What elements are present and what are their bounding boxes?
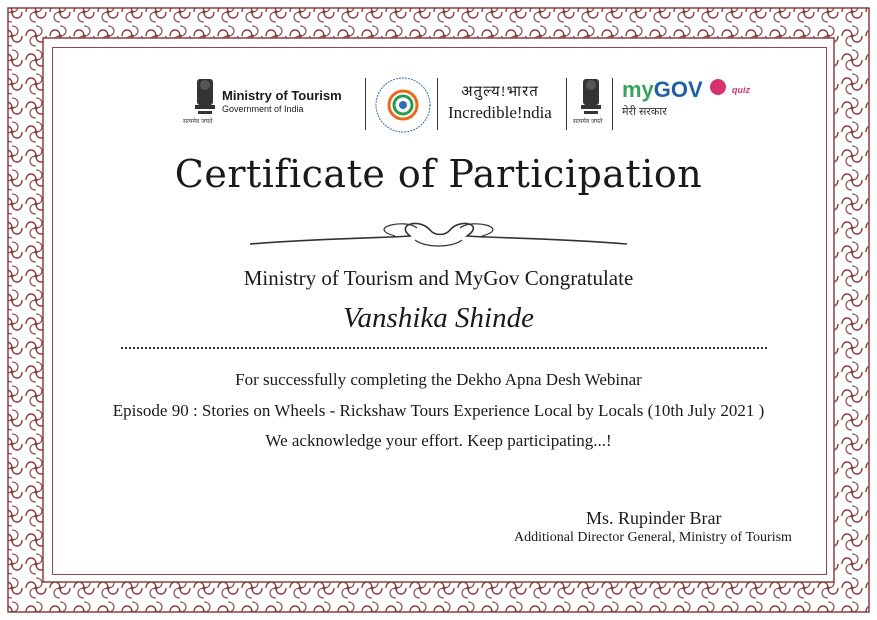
logo-bar — [0, 75, 877, 135]
emblem-motto: सत्यमेव जयते — [573, 118, 603, 125]
recipient-name: Vanshika Shinde — [343, 302, 534, 334]
divider-flourish-icon — [245, 214, 632, 254]
name-underline — [121, 347, 767, 349]
quiz-badge-text: quiz — [731, 85, 750, 95]
mygov-tagline: मेरी सरकार — [622, 106, 667, 118]
ministry-title: Ministry of Tourism — [222, 88, 342, 103]
completion-line: For successfully completing the Dekho Apna Desh Webinar — [235, 370, 642, 389]
logo-divider — [365, 78, 366, 130]
episode-line: Episode 90 : Stories on Wheels - Rickshaw Tours Experience Local by Locals (10th July 2021 ) — [112, 401, 765, 420]
logo-divider — [566, 78, 567, 130]
logo-divider — [437, 78, 438, 130]
logo-divider — [612, 78, 613, 130]
mygov-gov: GOV — [653, 77, 703, 102]
ek-bharat-logo-icon — [372, 75, 434, 135]
mygov-my: my — [622, 77, 654, 102]
incredible-india-hindi: अतुल्य!भारत — [461, 84, 539, 100]
congratulate-line: Ministry of Tourism and MyGov Congratulate — [243, 266, 634, 290]
signatory-designation: Additional Director General, Ministry of Tourism — [514, 530, 792, 545]
ministry-subtitle: Government of India — [222, 104, 304, 114]
incredible-india-logo — [448, 81, 552, 123]
quiz-badge-icon — [710, 79, 726, 95]
certificate-title: Certificate of Participation — [174, 152, 703, 196]
signatory-name: Ms. Rupinder Brar — [586, 508, 722, 528]
emblem-motto: सत्यमेव जयते — [183, 118, 213, 125]
ministry-logo-text — [222, 88, 342, 114]
mygov-logo — [622, 79, 750, 119]
incredible-india-english: Incredible!ndia — [448, 103, 552, 122]
acknowledge-line: We acknowledge your effort. Keep participating...! — [265, 431, 612, 450]
